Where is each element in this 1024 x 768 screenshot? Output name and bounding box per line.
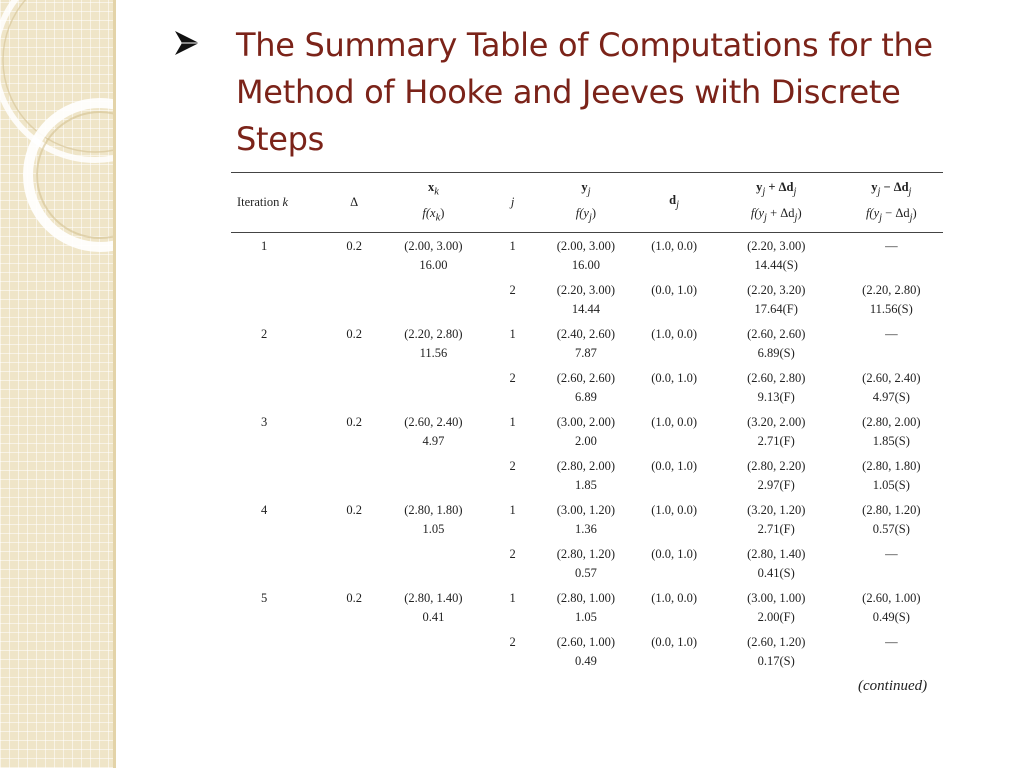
cell-y-minus-minus: — [885,635,898,649]
cell-dj-dj: (0.0, 1.0) [651,547,698,561]
cell-xk [378,369,489,413]
cell-y-plus-plus: (2.20, 3.00) [747,239,806,253]
cell-yj [536,325,635,369]
cell-y-minus-fminus: 0.57(S) [872,522,910,536]
cell-y-plus-fplus: 2.71(F) [757,522,795,536]
cell-y-minus [840,457,943,501]
cell-yj [536,633,635,677]
cell-xk [378,501,489,545]
cell-y-plus [713,413,840,457]
cell-y-minus-fminus: 0.49(S) [872,610,910,624]
cell-dj [635,233,712,282]
cell-j [489,233,536,282]
cell-y-plus-fplus: 17.64(F) [754,302,798,316]
cell-y-minus-minus: (2.60, 2.40) [862,371,921,385]
cell-j-j: 1 [509,503,516,517]
cell-xk-fxk: 4.97 [422,434,445,448]
cell-dj-dj: (0.0, 1.0) [651,459,698,473]
cell-j-j: 2 [509,459,516,473]
cell-yj-fyj: 1.36 [574,522,597,536]
cell-yj-yj: (2.40, 2.60) [556,327,616,341]
cell-yj [536,233,635,282]
cell-y-plus [713,457,840,501]
cell-dj [635,589,712,633]
slide-title: The Summary Table of Computations for the Method of Hooke and Jeeves with Discrete Steps [236,26,933,158]
cell-iteration [231,369,330,413]
cell-yj [536,281,635,325]
cell-xk [378,457,489,501]
header-delta: Δ [350,195,359,209]
cell-y-plus-fplus: 0.41(S) [757,566,795,580]
continued-note: (continued) [858,678,928,694]
cell-dj [635,281,712,325]
cell-y-minus-minus: — [885,239,898,253]
cell-delta [330,413,378,457]
cell-xk [378,545,489,589]
cell-y-minus [840,233,943,282]
cell-y-minus-fminus: 1.05(S) [872,478,910,492]
cell-delta [330,325,378,369]
table-row [231,501,943,545]
cell-yj [536,413,635,457]
table-row [231,633,943,677]
cell-y-plus-plus: (3.20, 2.00) [747,415,806,429]
cell-yj-yj: (2.80, 1.00) [556,591,616,605]
cell-dj-dj: (1.0, 0.0) [651,503,698,517]
cell-iteration [231,501,330,545]
decorative-divider [113,0,116,768]
cell-dj [635,545,712,589]
cell-y-minus [840,633,943,677]
cell-j [489,589,536,633]
cell-yj [536,457,635,501]
cell-iteration-k: 1 [261,239,268,253]
cell-delta [330,589,378,633]
cell-j-j: 1 [509,239,516,253]
cell-xk [378,233,489,282]
cell-y-minus-fminus: 1.85(S) [872,434,910,448]
header-y-plus-delta-d: $y_j + \Delta d_j$ $f(y_j + \Delta d_j)$ [750,180,802,223]
cell-y-plus [713,281,840,325]
cell-xk [378,633,489,677]
cell-yj-yj: (2.00, 3.00) [556,239,616,253]
cell-delta [330,281,378,325]
cell-dj-dj: (1.0, 0.0) [651,327,698,341]
cell-y-minus-minus: (2.80, 1.80) [862,459,921,473]
header-y-minus-delta-d: $y_j - \Delta d_j$ $f(y_j - \Delta d_j)$ [865,180,917,223]
cell-xk [378,413,489,457]
cell-y-plus-fplus: 14.44(S) [754,258,798,272]
cell-y-minus [840,369,943,413]
cell-y-plus [713,501,840,545]
cell-xk-fxk: 11.56 [419,346,448,360]
cell-y-minus-minus: (2.80, 2.00) [862,415,921,429]
cell-delta [330,501,378,545]
cell-dj-dj: (1.0, 0.0) [651,591,698,605]
cell-yj-yj: (2.80, 1.20) [556,547,616,561]
cell-iteration [231,633,330,677]
cell-j [489,413,536,457]
cell-yj-fyj: 7.87 [574,346,597,360]
cell-dj [635,413,712,457]
cell-j-j: 2 [509,547,516,561]
cell-yj-fyj: 14.44 [571,302,600,316]
cell-delta-delta: 0.2 [346,415,362,429]
cell-y-plus [713,369,840,413]
cell-dj-dj: (1.0, 0.0) [651,239,698,253]
header-xk: $x_k$ $f(x_k)$ [422,180,445,223]
cell-y-minus-minus: (2.80, 1.20) [862,503,921,517]
cell-y-minus-minus: — [885,547,898,561]
cell-dj [635,369,712,413]
cell-xk-xk: (2.00, 3.00) [404,239,463,253]
cell-dj [635,325,712,369]
cell-iteration [231,413,330,457]
table-body [231,233,943,678]
cell-y-plus [713,545,840,589]
cell-delta-delta: 0.2 [346,327,362,341]
cell-y-plus-plus: (2.60, 2.80) [747,371,806,385]
cell-y-plus-plus: (2.80, 1.40) [747,547,806,561]
cell-xk [378,325,489,369]
cell-xk-xk: (2.20, 2.80) [404,327,463,341]
cell-xk-fxk: 0.41 [422,610,445,624]
cell-j [489,281,536,325]
cell-delta-delta: 0.2 [346,591,362,605]
cell-j [489,545,536,589]
cell-iteration [231,233,330,282]
cell-dj [635,457,712,501]
cell-yj [536,589,635,633]
cell-dj [635,501,712,545]
cell-y-plus-plus: (2.60, 2.60) [747,327,806,341]
header-dj: $d_j$ [669,192,680,211]
header-yj: $y_j$ $f(y_j)$ [575,180,597,223]
cell-j-j: 1 [509,591,516,605]
cell-dj [635,633,712,677]
cell-xk-fxk: 1.05 [422,522,445,536]
cell-y-plus [713,325,840,369]
cell-delta-delta: 0.2 [346,239,362,253]
cell-delta [330,545,378,589]
cell-y-plus-fplus: 2.97(F) [757,478,795,492]
decorative-sidebar [0,0,113,768]
cell-delta-delta: 0.2 [346,503,362,517]
cell-y-plus-fplus: 9.13(F) [757,390,795,404]
cell-yj-yj: (3.00, 1.20) [556,503,616,517]
decorative-circles [0,0,113,768]
cell-j [489,457,536,501]
table-row [231,545,943,589]
cell-xk-xk: (2.80, 1.80) [404,503,463,517]
cell-iteration [231,545,330,589]
cell-y-minus [840,325,943,369]
cell-iteration-k: 4 [261,503,268,517]
cell-y-minus [840,589,943,633]
table-row [231,233,943,282]
cell-y-minus [840,501,943,545]
cell-y-plus [713,233,840,282]
cell-yj [536,545,635,589]
cell-iteration [231,325,330,369]
cell-yj-yj: (3.00, 2.00) [556,415,616,429]
cell-dj-dj: (0.0, 1.0) [651,635,698,649]
cell-y-minus-fminus: 4.97(S) [872,390,910,404]
cell-yj [536,501,635,545]
cell-y-plus-fplus: 0.17(S) [757,654,795,668]
arrow-bullet-icon [172,28,202,58]
table-row [231,457,943,501]
header-iteration: Iteration k [237,195,289,209]
cell-yj-yj: (2.60, 2.60) [556,371,616,385]
cell-yj-fyj: 2.00 [574,434,597,448]
cell-y-plus-fplus: 2.00(F) [757,610,795,624]
table-row [231,589,943,633]
cell-j-j: 1 [509,415,516,429]
cell-yj [536,369,635,413]
table-header [231,173,943,233]
cell-y-minus-minus: (2.20, 2.80) [862,283,921,297]
cell-y-minus [840,545,943,589]
cell-xk [378,281,489,325]
cell-y-plus-plus: (2.80, 2.20) [747,459,806,473]
cell-j-j: 2 [509,371,516,385]
cell-iteration-k: 2 [261,327,268,341]
cell-j-j: 1 [509,327,516,341]
cell-j [489,325,536,369]
cell-y-minus-minus: (2.60, 1.00) [862,591,921,605]
cell-y-minus-minus: — [885,327,898,341]
cell-dj-dj: (0.0, 1.0) [651,283,698,297]
cell-y-plus-fplus: 2.71(F) [757,434,795,448]
cell-j [489,633,536,677]
cell-yj-fyj: 6.89 [574,390,597,404]
cell-xk-fxk: 16.00 [419,258,448,272]
cell-iteration [231,457,330,501]
cell-yj-fyj: 0.49 [574,654,597,668]
cell-y-plus-plus: (2.60, 1.20) [747,635,806,649]
cell-xk-xk: (2.80, 1.40) [404,591,463,605]
table-row [231,413,943,457]
cell-iteration [231,589,330,633]
cell-y-plus-fplus: 6.89(S) [757,346,795,360]
table-row [231,369,943,413]
cell-dj-dj: (1.0, 0.0) [651,415,698,429]
cell-y-plus-plus: (2.20, 3.20) [747,283,806,297]
cell-y-plus-plus: (3.00, 1.00) [747,591,806,605]
computations-table [231,172,943,677]
cell-j-j: 2 [509,635,516,649]
cell-delta [330,457,378,501]
table-row [231,325,943,369]
cell-dj-dj: (0.0, 1.0) [651,371,698,385]
cell-yj-fyj: 0.57 [574,566,597,580]
cell-delta [330,233,378,282]
cell-yj-fyj: 1.85 [574,478,597,492]
cell-y-plus-plus: (3.20, 1.20) [747,503,806,517]
cell-iteration [231,281,330,325]
cell-y-plus [713,633,840,677]
cell-yj-fyj: 16.00 [571,258,600,272]
cell-j [489,369,536,413]
cell-yj-yj: (2.20, 3.00) [556,283,616,297]
cell-yj-yj: (2.80, 2.00) [556,459,616,473]
cell-xk [378,589,489,633]
cell-iteration-k: 3 [261,415,268,429]
cell-yj-fyj: 1.05 [574,610,597,624]
cell-j [489,501,536,545]
cell-y-minus [840,281,943,325]
cell-delta [330,633,378,677]
cell-iteration-k: 5 [261,591,268,605]
cell-y-plus [713,589,840,633]
table-row [231,281,943,325]
cell-xk-xk: (2.60, 2.40) [404,415,463,429]
cell-delta [330,369,378,413]
cell-j-j: 2 [509,283,516,297]
cell-y-minus-fminus: 11.56(S) [869,302,913,316]
header-j: j [510,195,515,209]
cell-yj-yj: (2.60, 1.00) [556,635,616,649]
cell-y-minus [840,413,943,457]
